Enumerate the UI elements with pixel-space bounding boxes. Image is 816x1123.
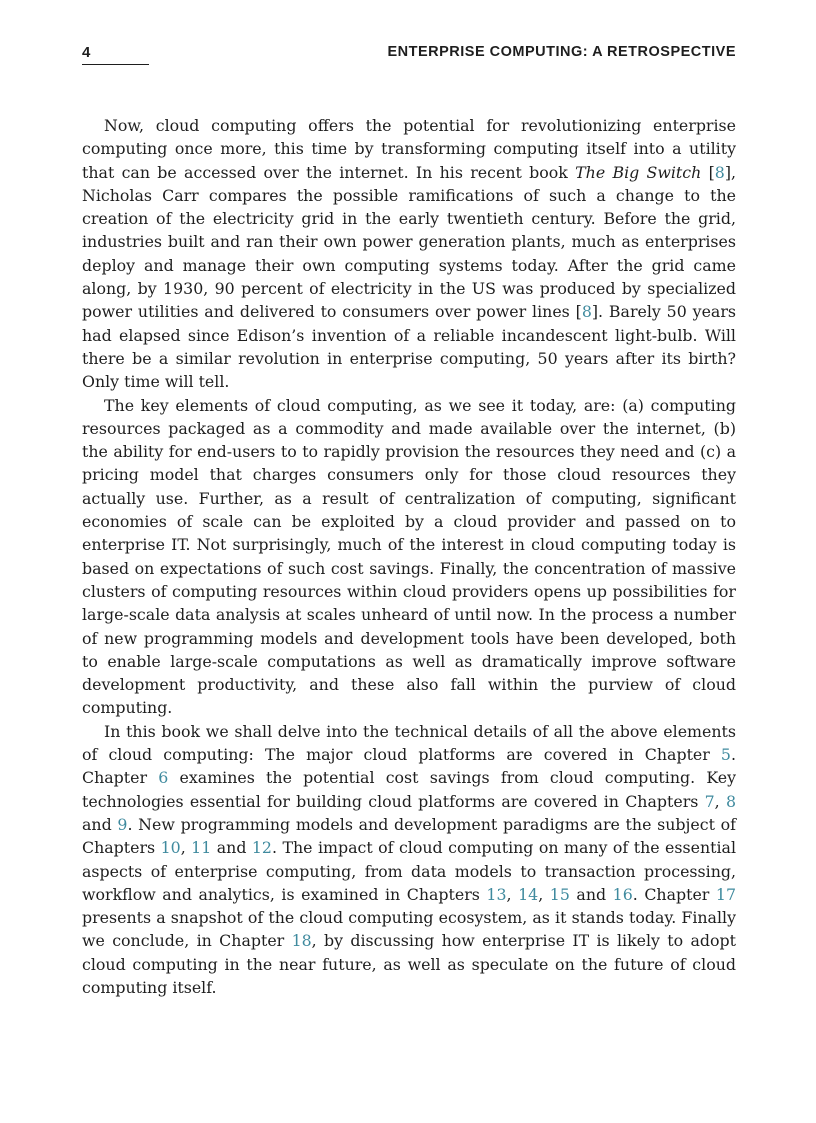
paragraph-text: and	[211, 838, 252, 858]
cross-reference-link[interactable]: 16	[612, 884, 633, 904]
paragraph	[82, 394, 736, 720]
cross-reference-link[interactable]: 18	[291, 931, 312, 951]
paragraph-text: examines the potential cost savings from cloud computing. Key technologies essential for building cloud platforms are covered in Chapters	[82, 768, 736, 811]
page-number: 4	[82, 44, 91, 61]
cross-reference-link[interactable]: 11	[191, 838, 212, 858]
paragraph-text: and	[569, 884, 613, 904]
header-rule	[82, 64, 149, 65]
paragraph-text: ], Nicholas Carr compares the possible ramifications of such a change to the creation of the electricity grid in the early twentieth century. Before the grid, industries built and ran their own power generation plants, much as enterprises deploy and manage their own computing systems today. After the grid came along, by 1930, 90 percent of electricity in the US was produced by specialized power utilities and delivered to consumers over power lines [	[82, 162, 736, 322]
cross-reference-link[interactable]: 14	[518, 884, 539, 904]
paragraph-text: . New programming models and development paradigms are the subject of Chapters	[82, 814, 736, 858]
paragraph	[82, 720, 736, 1000]
cross-reference-link[interactable]: 10	[160, 838, 181, 858]
paragraph-text: The key elements of cloud computing, as we see it today, are: (a) computing resources packaged as a commodity and made available over the internet, (b) the ability for end-users to to rapidly provision the resources they need and (c) a pricing model that charges consumers only for those cloud resources they actually use. Further, as a result of centralization of computing, significant economies of scale can be exploited by a cloud provider and passed on to enterprise IT. Not surprisingly, much of the interest in cloud computing today is based on expectations of such cost savings. Finally, the concentration of massive clusters of computing resources within cloud providers opens up possibilities for large-scale data analysis at scales unheard of until now. In the process a number of new programming models and development tools have been developed, both to enable large-scale computations as well as dramatically improve software development productivity, and these also fall within the purview of cloud computing.	[82, 395, 736, 718]
cross-reference-link[interactable]: 8	[714, 162, 725, 182]
paragraph-text: , by discussing how enterprise IT is likely to adopt cloud computing in the near future, as well as speculate on the future of cloud computing itself.	[82, 931, 737, 997]
cross-reference-link[interactable]: 17	[715, 884, 737, 904]
cross-reference-link[interactable]: 7	[704, 791, 715, 811]
paragraph-text: In this book we shall delve into the technical details of all the above elements of cloud computing: The major cloud platforms are covered in Chapter	[82, 721, 736, 765]
paragraph	[82, 114, 736, 394]
book-title: The Big Switch	[575, 162, 702, 182]
cross-reference-link[interactable]: 6	[158, 768, 169, 788]
paragraph-text: presents a snapshot of the cloud computing ecosystem, as it stands today. Finally we conclude, in Chapter	[82, 908, 736, 951]
running-head: ENTERPRISE COMPUTING: A RETROSPECTIVE	[387, 44, 736, 60]
paragraph-text: ,	[714, 791, 726, 811]
cross-reference-link[interactable]: 15	[549, 884, 570, 904]
cross-reference-link[interactable]: 5	[720, 745, 731, 765]
cross-reference-link[interactable]: 8	[581, 302, 592, 322]
cross-reference-link[interactable]: 9	[117, 814, 128, 834]
paragraph-text: ,	[180, 838, 192, 858]
paragraph-text: . Chapter	[82, 745, 736, 788]
paragraph-text: and	[82, 814, 118, 834]
paragraph-text: ]. Barely 50 years had elapsed since Edison’s invention of a reliable incandescent light-bulb. Will there be a similar revolution in enterprise computing, 50 years after its birth? Only time will tell.	[82, 302, 736, 392]
cross-reference-link[interactable]: 12	[251, 838, 272, 858]
paragraph-text: . The impact of cloud computing on many of the essential aspects of enterprise computing, from data models to transaction processing, workflow and analytics, is examined in Chapters	[82, 838, 736, 904]
cross-reference-link[interactable]: 13	[486, 884, 507, 904]
paragraph-text: ,	[506, 884, 519, 904]
paragraph-text: . Chapter	[632, 884, 716, 904]
body-text	[82, 114, 736, 999]
cross-reference-link[interactable]: 8	[725, 791, 736, 811]
paragraph-text: ,	[538, 884, 550, 904]
paragraph-text: Now, cloud computing offers the potential for revolutionizing enterprise computing once more, this time by transforming computing itself into a utility that can be accessed over the internet. In his recent book	[82, 116, 736, 182]
paragraph-text: [	[701, 162, 715, 182]
